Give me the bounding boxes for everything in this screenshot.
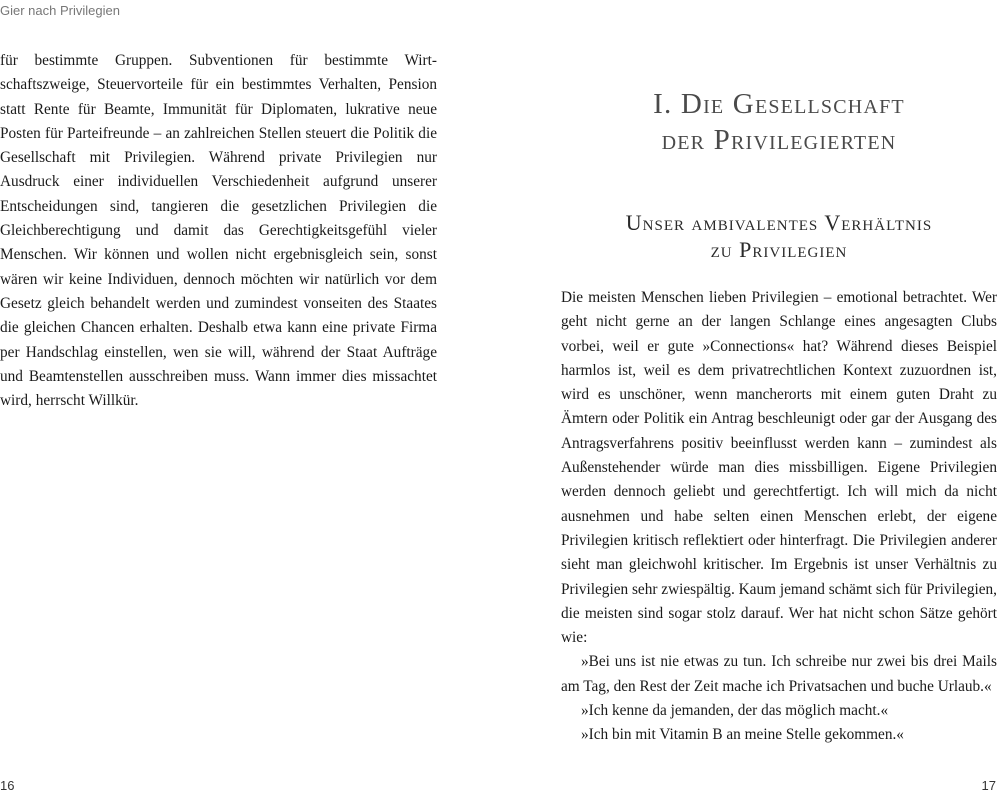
quote-3: »Ich bin mit Vitamin B an meine Stelle gekommen.« [581,726,904,744]
left-paragraph: für bestimmte Gruppen. Subventionen für bestimmte Wirtschaftszweige, Steuervorteile für ein bestimmtes Verhalten, Pension statt Rente für Beamte, Immunität für Diplomaten, lukrative neue Posten für Parteifreunde – an zahlreichen Stellen steuert die Politik die Gesellschaft mit Privilegien. Während private Privilegien nur Ausdruck einer individuellen Verschiedenheit aufgrund unserer Entscheidungen sind, tangieren die gesetzlichen Privilegien die Gleichberechtigung und damit das Gerechtigkeitsgefühl vieler Menschen. Wir können und wollen nicht ergebnisgleich sein, sonst wären wir keine Individuen, dennoch möchten wir natürlich vor dem Gesetz gleich behandelt werden und zumindest vonseiten des Staates die gleichen Chancen erhalten. Deshalb etwa kann eine private Firma per Handschlag einstellen, wen sie will, während der Staat Aufträge und Beamtenstellen ausschreiben muss. Wann immer dies missachtet wird, herrscht Willkür. [0,52,437,410]
chapter-title-line-1: I. Die Gesellschaft [653,88,905,120]
section-title [561,209,997,263]
page-number-right: 17 [981,778,996,793]
left-body-text [0,49,437,413]
right-paragraph: Die meisten Menschen lieben Privilegien – emotional betrachtet. Wer geht nicht gerne an der langen Schlange eines angesagten Clubs vorbei, weil er gute »Connections« hat? Während dieses Beispiel harmlos ist, weil es dem privatrechtlichen Kontext zuzuordnen ist, wird es unschöner, wenn mancherorts mit einem guten Draht zu Ämtern oder Politik ein Antrag beschleunigt oder gar der Ausgang des Antragsverfahrens positiv beeinflusst werden kann – zumindest als Außenstehender würde man dies missbilligen. Eigene Privilegien werden dennoch geliebt und gerechtfertigt. Ich will mich da nicht ausnehmen und habe selten einen Menschen erlebt, der eigene Privilegien kritisch reflektiert oder hinterfragt. Die Privilegien anderer sieht man gleichwohl kritischer. Im Ergebnis ist unser Verhältnis zu Privilegien sehr zwiespältig. Kaum jemand schämt sich für Privilegien, die meisten sind sogar stolz darauf. Wer hat nicht schon Sätze gehört wie: [561,289,997,647]
section-title-line-1: Unser ambivalentes Verhältnis [625,210,933,235]
right-page [500,0,1000,800]
section-title-line-2: zu Privilegien [710,237,848,262]
chapter-title-line-2: der Privilegierten [661,124,897,156]
quote-1: »Bei uns ist nie etwas zu tun. Ich schreibe nur zwei bis drei Mails am Tag, den Rest der Zeit mache ich Privatsachen und buche Urlaub.« [561,653,997,695]
page-number-left: 16 [0,778,15,793]
right-body-text [561,286,997,748]
running-head: Gier nach Privilegien [0,3,120,18]
quote-2: »Ich kenne da jemanden, der das möglich macht.« [581,702,889,720]
chapter-title [561,86,997,158]
